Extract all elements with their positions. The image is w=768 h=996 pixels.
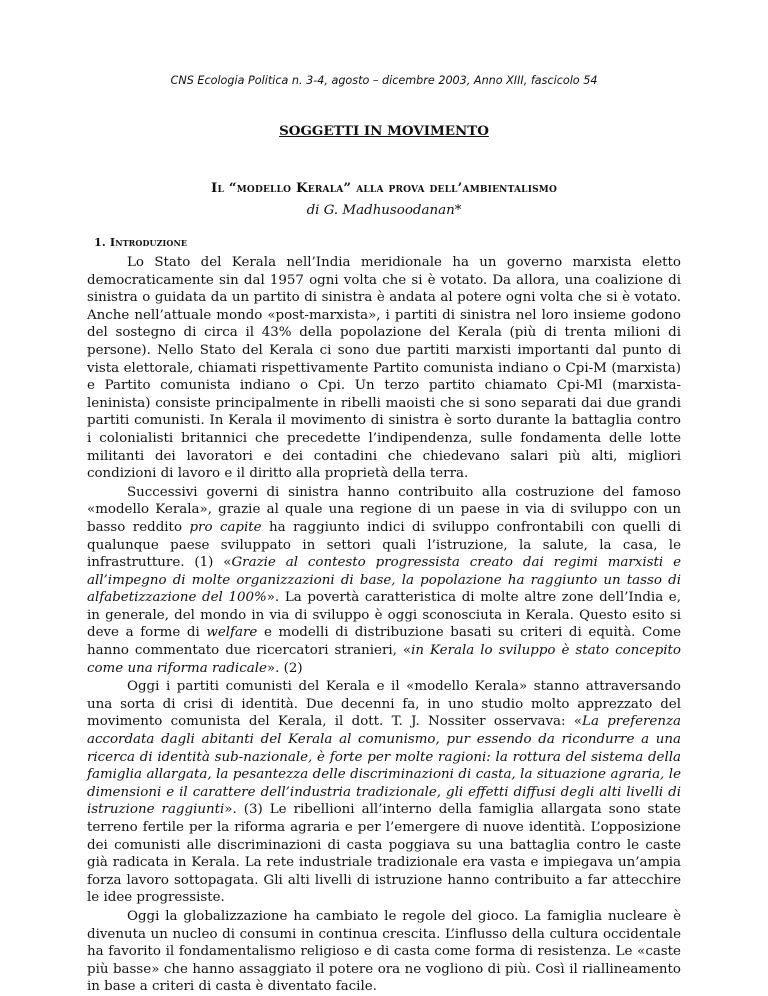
paragraph-4 [87, 908, 681, 996]
paragraph-1-text: Lo Stato del Kerala nell’India meridionale ha un governo marxista eletto democraticamente sin dal 1957 ogni volta che si è votato. Da allora, una coalizione di sinistra o guidata da un partito di sinistra è andata al potere ogni volta che si è votato. Anche nell’attuale mondo «post-marxista», i partiti di sinistra nel loro insieme godono del sostegno di circa il 43% della popolazione del Kerala (più di trenta milioni di persone). Nello Stato del Kerala ci sono due partiti marxisti importanti dal punto di vista elettorale, chiamati rispettivamente Partito comunista indiano o Cpi-M (marxista) e Partito comunista indiano o Cpi. Un terzo partito chiamato Cpi-Ml (marxista-leninista) consiste principalmente in ribelli maoisti che si sono separati dai due grandi partiti comunisti. In Kerala il movimento di sinistra è sorto durante la battaglia contro i colonialisti britannici che precedette l’indipendenza, sulle fondamenta delle lotte militanti dei lavoratori e dei contadini che chiedevano salari più alti, migliori condizioni di lavoro e il diritto alla proprietà della terra. [87, 255, 681, 482]
article-title: Il “modello Kerala” alla prova dell’ambientalismo [210, 180, 558, 196]
article-author: di G. Madhusoodanan* [306, 203, 462, 218]
paragraph-3-text: La preferenza accordata dagli abitanti del Kerala al comunismo, pur essendo da ricondurre a una ricerca di identità sub-nazionale, è forte per molte ragioni: la rottura del sistema della famiglia allargata, la pesantezza delle discriminazioni di casta, la situazione agraria, le dimensioni e il carattere dell’industria tradizionale, gli effetti diffusi degli alti livelli di istruzione raggiunti [87, 714, 681, 818]
journal-header: CNS Ecologia Politica n. 3-4, agosto – dicembre 2003, Anno XIII, fascicolo 54 [170, 74, 598, 87]
paragraph-4-text: Oggi la globalizzazione ha cambiato le regole del gioco. La famiglia nucleare è divenuta un nucleo di consumi in continua crescita. L’influsso della cultura occidentale ha favorito il fondamentalismo religioso e di casta come forma di resistenza. Le «caste più basse» che hanno assaggiato il potere ora ne vogliono di più. Così il riallineamento in base a criteri di casta è diventato facile. [87, 908, 681, 995]
paragraph-2-text: Successivi governi di sinistra hanno contribuito alla costruzione del famoso «modello Kerala», grazie al quale una regione di un paese in via di sviluppo con un basso reddito [87, 484, 681, 535]
paragraph-3-text: Oggi i partiti comunisti del Kerala e il «modello Kerala» stanno attraversando una sorta di crisi di identità. Due decenni fa, in uno studio molto apprezzato del movimento comunista del Kerala, il dott. T. J. Nossiter osservava: « [87, 679, 681, 730]
paragraph-3 [87, 678, 681, 907]
paragraph-2-text: pro capite [189, 519, 262, 535]
paragraph-2-text: e modelli di distribuzione basati su criteri di equità. Come hanno commentato due ricercatori stranieri, « [87, 625, 681, 659]
paragraph-2-text: ». La povertà caratteristica di molte altre zone dell’India e, in generale, del mondo in via di sviluppo è oggi sconosciuta in Kerala. Questo esito si deve a forme di [87, 590, 681, 641]
paragraph-2-text: ha raggiunto indici di sviluppo confrontabili con quelli di qualunque paese sviluppato in settori quali l’istruzione, la salute, la casa, le infrastrutture. (1) « [87, 519, 682, 571]
paragraph-2-text: welfare [206, 625, 258, 641]
paragraph-2-text: Grazie al contesto progressista creato dai regimi marxisti e all’impegno di molte organizzazioni di base, la popolazione ha raggiunto un tasso di alfabetizzazione del 100% [87, 555, 681, 606]
paragraph-3-text: ». (3) Le ribellioni all’interno della famiglia allargata sono state terreno fertile per la riforma agraria e per l’emergere di nuove identità. L’opposizione dei comunisti alle discriminazioni di casta poggiava su una battaglia contro le caste già radicata in Kerala. La rete industriale tradizionale era vasta e impiegava un’ampia forza lavoro sottopagata. Gli alti livelli di istruzione hanno contribuito a far attecchire le idee progressiste. [87, 802, 681, 906]
paragraph-2-text: ». (2) [266, 660, 303, 676]
section-title: SOGGETTI IN MOVIMENTO [279, 123, 489, 139]
article-body [87, 254, 681, 996]
paragraph-1 [87, 254, 681, 483]
section-heading-text: 1. Introduzione [94, 235, 188, 249]
paragraph-2 [87, 484, 681, 678]
paragraph-2-text: in Kerala lo sviluppo è stato concepito come una riforma radicale [87, 643, 681, 676]
section-heading [94, 234, 187, 252]
